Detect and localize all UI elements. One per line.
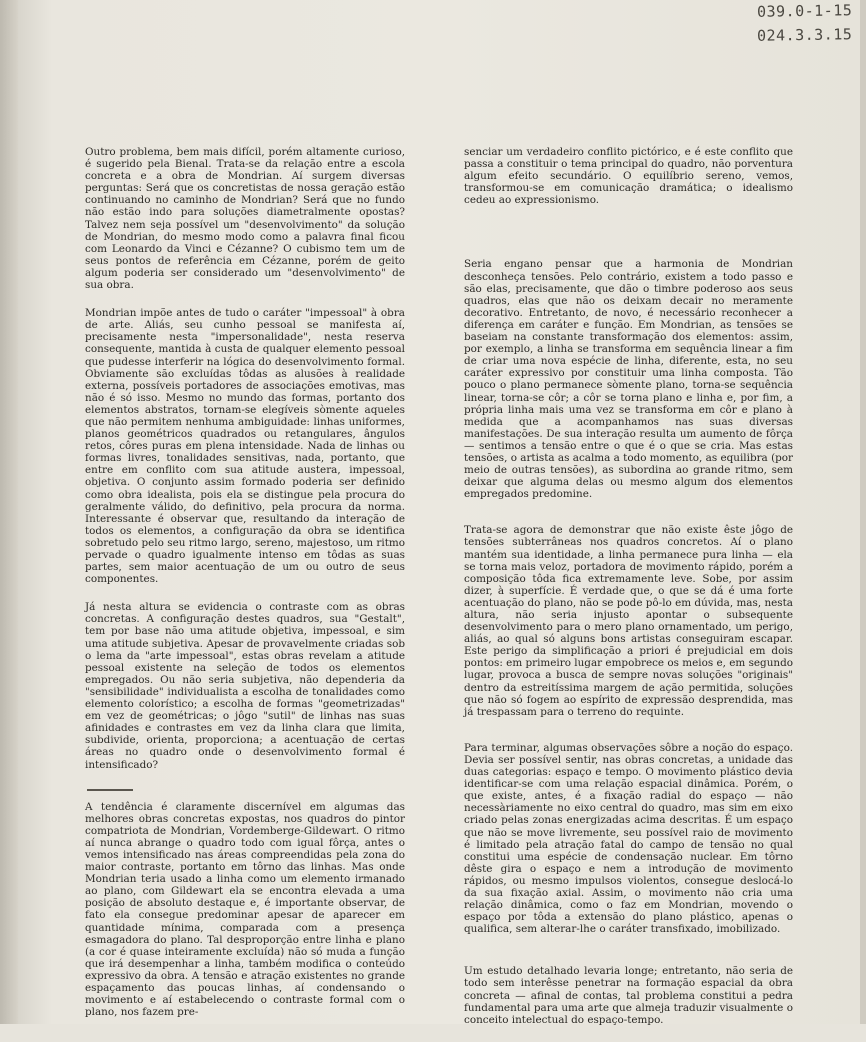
archive-reference-1: 039.0-1-15 — [756, 1, 853, 21]
page-binding-edge — [0, 0, 18, 1024]
paragraph: Mondrian impõe antes de tudo o caráter "impessoal" à obra de arte. Aliás, seu cunho pessoal se manifesta aí, precisamente nesta "impersonalidade", nesta reserva consequente, mantida à custa de qualquer elemento pessoal que pudesse interferir na lógica do desenvolvimento formal. Obviamente são excluídas tôdas as alusões à realidade externa, possíveis portadores de associações emotivas, mas não é só isso. Mesmo no mundo das formas, portanto dos elementos abstratos, tornam-se elegíveis sòmente aqueles que não permitem nenhuma ambiguidade: linhas uniformes, planos geométricos quadrados ou retangulares, ângulos retos, côres puras em plena intensidade. Nada de linhas ou formas livres, tonalidades sensitivas, nada, portanto, que entre em conflito com sua atitude austera, impessoal, objetiva. O conjunto assim formado poderia ser definido como obra idealista, pois ela se distingue pela procura do geralmente válido, do definitivo, pela procura da norma. Interessante é observar que, resultando da interação de todos os elementos, a configuração da obra se identifica sobretudo pelo seu ritmo largo, sereno, majestoso, um ritmo pervade o quadro igualmente intenso em tôdas as suas partes, sem maior acentuação de um ou outro de seus componentes. — [85, 307, 405, 586]
paragraph: Trata-se agora de demonstrar que não existe êste jôgo de tensões subterrâneas nos quadros concretos. Aí o plano mantém sua identidade, a linha permanece pura linha — ela se torna mais veloz, portadora de movimento rápido, porém a composição tôda fica extremamente leve. Sobe, por assim dizer, à superfície. É verdade que, o que se dá é uma forte acentuação do plano, não se pode pô-lo em dúvida, mas, nesta altura, não seria injusto apontar o subsequente desenvolvimento para o mero plano ornamentado, um perigo, aliás, ao qual só alguns bons artistas conseguiram escapar. Este perigo da simplificação a priori é prejudicial em dois pontos: em primeiro lugar empobrece os meios e, em segundo lugar, provoca a busca de sempre novas soluções "originais" dentro da estreitíssima margem de ação permitida, soluções que não só fogem ao espírito de expressão desprendida, mas já trespassam para o terreno do requinte. — [464, 524, 793, 718]
paragraph: Um estudo detalhado levaria longe; entretanto, não seria de todo sem interêsse penetrar na formação espacial da obra concreta — afinal de contas, tal problema constitui a pedra fundamental para uma arte que almeja traduzir visualmente o conceito intelectual do espaço-tempo. — [464, 965, 793, 1026]
page-right-edge — [860, 0, 866, 1024]
paragraph: Já nesta altura se evidencia o contraste com as obras concretas. A configuração destes quadros, sua "Gestalt", tem por base não uma atitude objetiva, impessoal, e sim uma atitude subjetiva. Apesar de provavelmente criadas sob o lema da "arte impessoal", estas obras revelam a atitude pessoal existente na seleção de todos os elementos empregados. Ou não seria subjetiva, não dependeria da "sensibilidade" individualista a escolha de tonalidades como elemento colorístico; a escolha de formas "geometrizadas" em vez de geométricas; o jôgo "sutil" de linhas nas suas afinidades e contrastes em vez da linha clara que limita, subdivide, orienta, proporciona; a acentuação de certas áreas no quadro onde o desenvolvimento formal é intensificado? — [85, 601, 405, 771]
paragraph: Outro problema, bem mais difícil, porém altamente curioso, é sugerido pela Bienal. Trata-se da relação entre a escola concreta e a obra de Mondrian. Aí surgem diversas perguntas: Será que os concretistas de nossa geração estão continuando no caminho de Mondrian? Será que no fundo não estão indo para soluções diametralmente opostas? Talvez nem seja possível um "desenvolvimento" da solução de Mondrian, do mesmo modo como a palavra final ficou com Leonardo da Vinci e Cézanne? O cubismo tem um de seus pontos de referência em Cézanne, porém de geito algum poderia ser considerado um "desenvolvimento" de sua obra. — [85, 146, 405, 292]
section-divider — [87, 789, 133, 791]
paragraph: Seria engano pensar que a harmonia de Mondrian desconheça tensões. Pelo contrário, existem a todo passo e são elas, precisamente, que dão o timbre poderoso aos seus quadros, elas que não os deixam decair no meramente decorativo. Entretanto, de novo, é necessário reconhecer a diferença em caráter e função. Em Mondrian, as tensões se baseiam na constante transformação dos elementos: assim, por exemplo, a linha se transforma em sequência linear a fim de criar uma nova espécie de linha, diferente, esta, no seu caráter expressivo por constituir uma linha composta. Tão pouco o plano permanece sòmente plano, torna-se sequência linear, torna-se côr; a côr se torna plano e linha e, por fim, a própria linha mais uma vez se transforma em côr e plano à medida que a acompanhamos nas suas diversas manifestações. De sua interação resulta um aumento de fôrça — sentimos a tensão entre o que é o que se cria. Mas estas tensões, o artista as acalma a todo momento, as equilibra (por meio de outras tensões), as subordina ao grande ritmo, sem deixar que alguma delas ou mesmo algum dos elementos empregados predomine. — [464, 258, 793, 501]
archive-reference-2: 024.3.3.15 — [756, 25, 853, 45]
left-column — [85, 146, 405, 1022]
paragraph: Para terminar, algumas observações sôbre a noção do espaço. Devia ser possível sentir, nas obras concretas, a unidade das duas categorias: espaço e tempo. O movimento plástico devia identificar-se com uma relação espacial dinâmica. Porém, o que existe, antes, é a fixação radial do espaço — não necessàriamente no eixo central do quadro, mas sim em eixo criado pelas zonas energizadas acima descritas. É um espaço que não se move livremente, seu possível raio de movimento é limitado pela atração fatal do campo de tensão no qual constitui uma espécie de condensação nuclear. Em tôrno dêste gira o espaço e nem a introdução de movimento rápidos, ou mesmo impulsos violentos, consegue deslocá-lo da sua fixação axial. Assim, o movimento não cria uma relação dinâmica, como o faz em Mondrian, movendo o espaço por tôda a extensão do plano plástico, apenas o qualifica, sem alterar-lhe o caráter transfixado, imobilizado. — [464, 741, 793, 936]
paragraph: senciar um verdadeiro conflito pictórico, e é este conflito que passa a constituir o tema principal do quadro, não porventura algum efeito secundário. O equilíbrio sereno, vemos, transformou-se em comunicação dramática; o idealismo cedeu ao expressionismo. — [464, 146, 793, 207]
right-column — [464, 146, 793, 1042]
paragraph: A tendência é claramente discernível em algumas das melhores obras concretas expostas, nos quadros do pintor compatriota de Mondrian, Vordemberge-Gildewart. O ritmo aí nunca abrange o quadro todo com igual fôrça, antes o vemos intensificado nas áreas compreendidas pela zona do maior contraste, portanto em tôrno das linhas. Mas onde Mondrian teria usado a linha como um elemento irmanado ao plano, com Gildewart ela se encontra elevada a uma posição de absoluto destaque e, é importante observar, de fato ela consegue predominar apesar de aparecer em quantidade mínima, comparada com a presença esmagadora do plano. Tal desproporção entre linha e plano (a cor é quase inteiramente excluída) não só muda a função que irá desempenhar a linha, também modifica o conteúdo expressivo da obra. A tensão e atração existentes no grande espaçamento das poucas linhas, aí condensando o movimento e aí estabelecendo o contraste formal com o plano, nos fazem pre- — [85, 800, 405, 1019]
